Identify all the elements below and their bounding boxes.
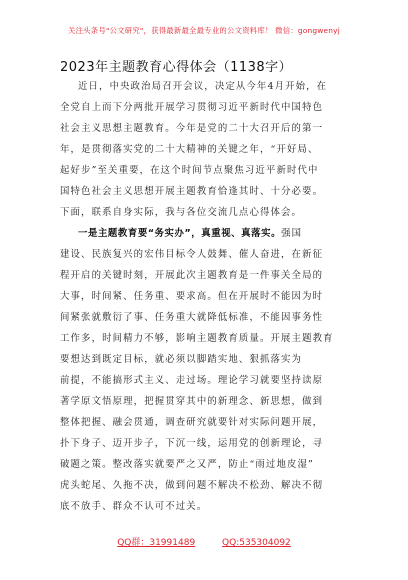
paragraph-line: 著学原文悟原理，把握贯穿其中的新理念、新思想，做到 [60, 396, 324, 407]
document-title: 2023年主题教育心得体会（1138字） [60, 60, 293, 75]
document-body [60, 76, 356, 517]
paragraph-line: 程开启的关键时刻，开展此次主题教育是一件事关全局的 [60, 270, 324, 281]
paragraph-line: 工作多，时间精力不够，影响主题教育质量。开展主题教育 [60, 333, 334, 344]
paragraph-line: 建设、民族复兴的宏伟目标令人鼓舞、催人奋进，在新征 [60, 249, 324, 260]
section-heading: 一是主题教育要“务实办”，真重视、真落实。 [78, 228, 282, 239]
qq-group-link[interactable]: QQ群：31991489 [117, 538, 196, 548]
paragraph-line: 年，是贯彻落实党的二十大精神的关键之年，“开好局、 [60, 144, 319, 155]
paragraph-line: 扑下身子、迈开步子，下沉一线，运用党的创新理论，寻 [60, 438, 324, 449]
paragraph-line: 下面，联系自身实际，我与各位交流几点心得体会。 [60, 207, 303, 218]
paragraph-line: 破题之策。整改落实就要严之又严，防止“雨过地皮湿” [60, 459, 314, 470]
paragraph-line: 近日，中央政治局召开会议，决定从今年4月开始，在 [78, 81, 328, 92]
paragraph-line: 国特色社会主义思想开展主题教育恰逢其时、十分必要。 [60, 186, 324, 197]
paragraph-line: 整体把握、融会贯通，调查研究就要针对实际问题开展， [60, 417, 324, 428]
paragraph-line: 底不放手、群众不认可不过关。 [60, 501, 208, 512]
paragraph-line: 社会主义思想主题教育。今年是党的二十大召开后的第一 [60, 123, 324, 134]
paragraph-line: 虎头蛇尾、久拖不决，做到问题不解决不松劲、解决不彻 [60, 480, 324, 491]
header-banner: 关注头条号"公文研究"，获得最新最全最专业的公文资料库！ 微信：gongwenyj [68, 26, 340, 35]
section-heading-continuation: 强国 [281, 228, 303, 239]
section-heading-line [60, 223, 356, 244]
paragraph-line: 起好步”至关重要，在这个时间节点聚焦习近平新时代中 [60, 165, 319, 176]
paragraph-line: 间紧张就敷衍了事、任务重大就降低标准，不能因事务性 [60, 312, 324, 323]
paragraph-line: 大事，时间紧、任务重、要求高。但在开展时不能因为时 [60, 291, 324, 302]
paragraph-line: 前提，不能搞形式主义、走过场。理论学习就要坚持读原 [60, 375, 324, 386]
footer-contact [0, 535, 408, 548]
paragraph-line: 全党自上而下分两批开展学习贯彻习近平新时代中国特色 [60, 102, 324, 113]
paragraph-line: 要想达到既定目标，就必须以脚踏实地、狠抓落实为 [60, 354, 303, 365]
qq-contact-link[interactable]: QQ:535304092 [222, 538, 291, 548]
